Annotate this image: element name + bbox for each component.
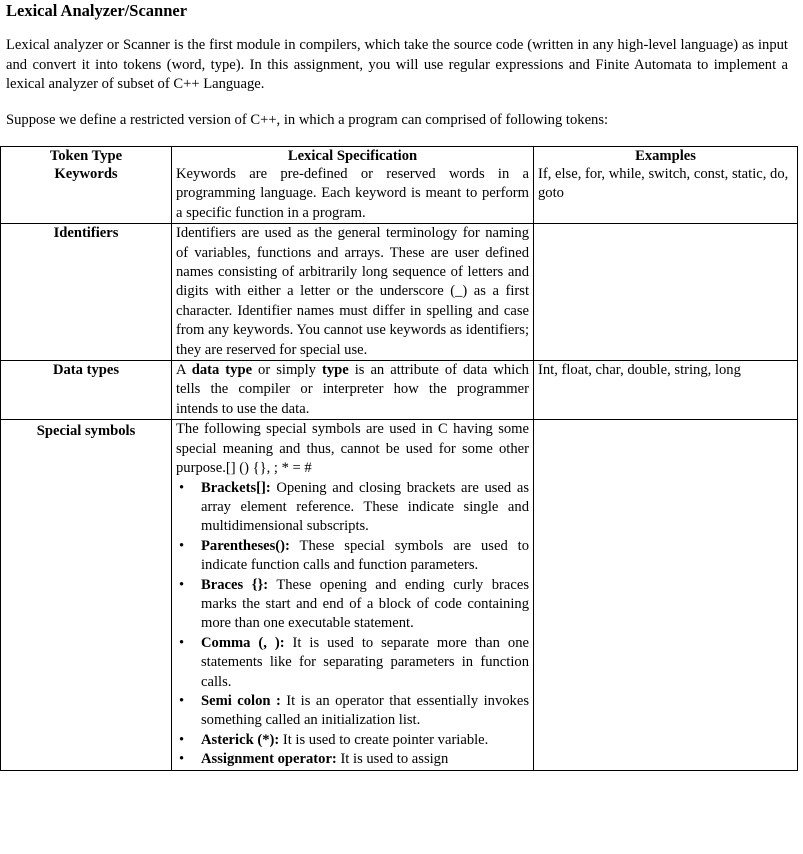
bullet-text: It is an operator that essentially invokes something called an initialization list. (201, 692, 529, 729)
list-item (201, 731, 529, 750)
list-item (201, 479, 529, 537)
token-type-cell: Keywords (1, 165, 172, 224)
spec-cell: Keywords are pre-defined or reserved words in a programming language. Each keyword is meant to perform a specific function in a program. (172, 165, 534, 224)
bullet-term: Asterick (*): (201, 731, 280, 748)
spec-term-type: type (321, 362, 349, 379)
examples-cell (534, 224, 798, 361)
header-token-type: Token Type (1, 147, 172, 166)
examples-cell: Int, float, char, double, string, long (534, 361, 798, 420)
token-type-cell: Data types (1, 361, 172, 420)
suppose-paragraph: Suppose we define a restricted version of C++, in which a program can comprised of following tokens: (6, 112, 609, 128)
token-type-cell: Special symbols (1, 420, 172, 770)
bullet-term: Semi colon : (201, 692, 281, 709)
list-item (201, 576, 529, 634)
intro-paragraph: Lexical analyzer or Scanner is the first module in compilers, which take the source code (written in any high-level language) as input and convert it into tokens (word, type). In this assignment, you will use regular expressions and Finite Automata to implement a lexical analyzer of subset of C++ Language. (6, 37, 788, 92)
bullet-text: These opening and ending curly braces marks the start and end of a block of code containing more than one executable statement. (201, 576, 529, 632)
bullet-text: Opening and closing brackets are used as array element reference. These indicate single and multidimensional subscripts. (201, 479, 529, 535)
bullet-text: These special symbols are used to indicate function calls and function parameters. (201, 537, 529, 574)
examples-cell: If, else, for, while, switch, const, static, do, goto (534, 165, 798, 224)
document-title: Lexical Analyzer/Scanner (6, 1, 188, 20)
table-header-row (1, 147, 798, 166)
table-row-identifiers (1, 224, 798, 361)
bullet-term: Comma (, ): (201, 634, 285, 651)
list-item (201, 634, 529, 692)
spec-cell: Identifiers are used as the general terminology for naming of variables, functions and arrays. These are user defined names consisting of arbitrarily long sequence of letters and digits with either a letter or the underscore (_) as a first character. Identifier names must differ in spelling and case from any keywords. You cannot use keywords as identifiers; they are reserved for special use. (172, 224, 534, 361)
bullet-term: Brackets[]: (201, 479, 271, 496)
token-table (0, 146, 798, 771)
spec-text: A (176, 362, 192, 379)
token-type-cell: Identifiers (1, 224, 172, 361)
bullet-text: It is used to create pointer variable. (279, 731, 489, 748)
list-item (201, 537, 529, 576)
header-lexical-specification: Lexical Specification (172, 147, 534, 166)
bullet-text: It is used to assign (336, 751, 449, 768)
table-row-data-types (1, 361, 798, 420)
examples-cell (534, 420, 798, 770)
table-row-special-symbols (1, 420, 798, 770)
spec-cell (172, 420, 534, 770)
spec-cell (172, 361, 534, 420)
special-symbols-list (176, 479, 529, 770)
spec-intro: The following special symbols are used in C having some special meaning and thus, cannot be used for some other purpose.[] () {}, ; * = # (176, 421, 529, 477)
table-row-keywords (1, 165, 798, 224)
bullet-text: It is used to separate more than one statements like for separating parameters in function calls. (201, 634, 529, 690)
header-examples: Examples (534, 147, 798, 166)
spec-text: is an attribute of data which tells the compiler or interpreter how the programmer intends to use the data. (176, 362, 529, 417)
spec-term-data-type: data type (191, 362, 253, 379)
list-item (201, 692, 529, 731)
list-item (201, 750, 529, 769)
bullet-term: Braces {}: (201, 576, 269, 593)
spec-text: or simply (252, 362, 322, 379)
bullet-term: Assignment operator: (201, 751, 337, 768)
bullet-term: Parentheses(): (201, 537, 290, 554)
